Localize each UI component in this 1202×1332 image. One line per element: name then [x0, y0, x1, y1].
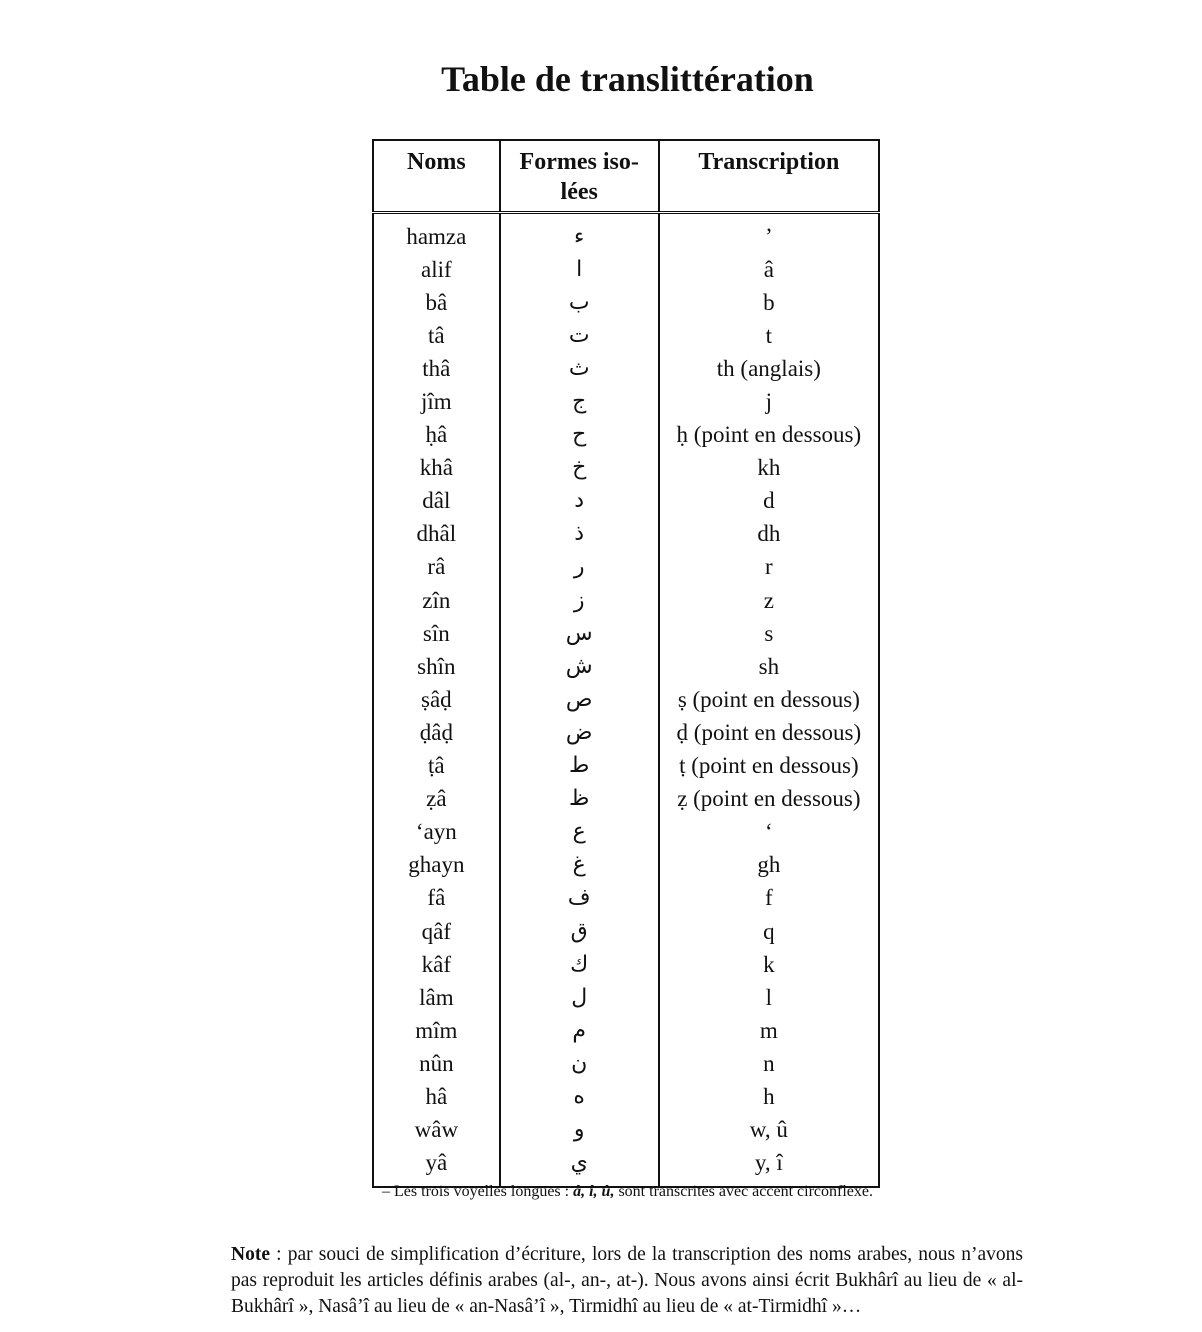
cell-forme-isolee: ط	[500, 750, 659, 783]
cell-transcription: l	[659, 981, 879, 1014]
table-row	[373, 650, 879, 683]
cell-transcription: kh	[659, 452, 879, 485]
cell-forme-isolee: ش	[500, 650, 659, 683]
table-row	[373, 948, 879, 981]
cell-transcription: r	[659, 551, 879, 584]
cell-nom: râ	[373, 551, 500, 584]
cell-nom: sîn	[373, 617, 500, 650]
table-row	[373, 783, 879, 816]
cell-nom: ghayn	[373, 849, 500, 882]
header-formes-line1: Formes iso-	[519, 149, 639, 175]
cell-forme-isolee: ث	[500, 352, 659, 385]
cell-nom: shîn	[373, 650, 500, 683]
footnote	[0, 1183, 1202, 1201]
cell-nom: ẓâ	[373, 783, 500, 816]
cell-nom: ḥâ	[373, 419, 500, 452]
cell-transcription: y, î	[659, 1147, 879, 1187]
table-header-row	[373, 140, 879, 213]
cell-transcription: â	[659, 253, 879, 286]
cell-nom: ‘ayn	[373, 816, 500, 849]
cell-forme-isolee: د	[500, 485, 659, 518]
table-row	[373, 915, 879, 948]
cell-forme-isolee: ل	[500, 981, 659, 1014]
cell-forme-isolee: ض	[500, 716, 659, 749]
cell-nom: dâl	[373, 485, 500, 518]
cell-transcription: z	[659, 584, 879, 617]
table-row	[373, 385, 879, 418]
cell-transcription: m	[659, 1014, 879, 1047]
cell-forme-isolee: ف	[500, 882, 659, 915]
table-row	[373, 617, 879, 650]
note-label: Note	[231, 1244, 270, 1265]
cell-forme-isolee: ك	[500, 948, 659, 981]
cell-transcription: s	[659, 617, 879, 650]
cell-transcription: gh	[659, 849, 879, 882]
cell-transcription: ṭ (point en dessous)	[659, 750, 879, 783]
cell-nom: mîm	[373, 1014, 500, 1047]
cell-forme-isolee: ح	[500, 419, 659, 452]
cell-transcription: t	[659, 319, 879, 352]
cell-nom: kâf	[373, 948, 500, 981]
table-row	[373, 683, 879, 716]
table-row	[373, 518, 879, 551]
note-paragraph	[231, 1242, 1023, 1320]
cell-forme-isolee: ج	[500, 385, 659, 418]
cell-nom: lâm	[373, 981, 500, 1014]
table-row	[373, 319, 879, 352]
cell-nom: ṣâḍ	[373, 683, 500, 716]
cell-transcription: h	[659, 1080, 879, 1113]
cell-nom: jîm	[373, 385, 500, 418]
cell-nom: dhâl	[373, 518, 500, 551]
header-transcription: Transcription	[659, 140, 879, 213]
cell-transcription: sh	[659, 650, 879, 683]
cell-nom: bâ	[373, 286, 500, 319]
header-noms: Noms	[373, 140, 500, 213]
cell-forme-isolee: ء	[500, 213, 659, 254]
footnote-vowels: â, î, û,	[573, 1183, 615, 1200]
cell-transcription: b	[659, 286, 879, 319]
cell-forme-isolee: ا	[500, 253, 659, 286]
header-formes-isolees	[500, 140, 659, 213]
cell-nom: qâf	[373, 915, 500, 948]
cell-transcription: f	[659, 882, 879, 915]
cell-transcription: ẓ (point en dessous)	[659, 783, 879, 816]
cell-transcription: ’	[659, 213, 879, 254]
table-row	[373, 1080, 879, 1113]
cell-transcription: w, û	[659, 1114, 879, 1147]
cell-nom: zîn	[373, 584, 500, 617]
cell-transcription: q	[659, 915, 879, 948]
note-text: : par souci de simplification d’écriture, lors de la transcription des noms arabes, nous n’avons pas reproduit les articles définis arabes (al-, an-, at-). Nous avons ainsi écrit Bukhârî au lieu de « al-Bukhârî », Nasâ’î au lieu de « an-Nasâ’î », Tirmidhî au lieu de « at-Tirmidhî »…	[231, 1244, 1023, 1317]
cell-forme-isolee: ب	[500, 286, 659, 319]
cell-nom: khâ	[373, 452, 500, 485]
page-title: Table de translittération	[441, 59, 814, 99]
cell-nom: thâ	[373, 352, 500, 385]
table-row	[373, 286, 879, 319]
table-body	[373, 213, 879, 1187]
cell-transcription: ṣ (point en dessous)	[659, 683, 879, 716]
cell-forme-isolee: ه	[500, 1080, 659, 1113]
cell-forme-isolee: غ	[500, 849, 659, 882]
cell-nom: yâ	[373, 1147, 500, 1187]
cell-forme-isolee: خ	[500, 452, 659, 485]
header-formes-line2: lées	[560, 179, 598, 205]
cell-transcription: ḍ (point en dessous)	[659, 716, 879, 749]
table-row	[373, 253, 879, 286]
table-row	[373, 1047, 879, 1080]
cell-forme-isolee: ر	[500, 551, 659, 584]
cell-nom: wâw	[373, 1114, 500, 1147]
cell-transcription: j	[659, 385, 879, 418]
table-row	[373, 419, 879, 452]
table-row	[373, 1114, 879, 1147]
footnote-prefix: – Les trois voyelles longues :	[382, 1183, 574, 1200]
cell-forme-isolee: ز	[500, 584, 659, 617]
cell-nom: ḍâḍ	[373, 716, 500, 749]
table-row	[373, 485, 879, 518]
table-row	[373, 816, 879, 849]
table-row	[373, 551, 879, 584]
table-row	[373, 1014, 879, 1047]
cell-transcription: k	[659, 948, 879, 981]
table-row	[373, 584, 879, 617]
cell-nom: nûn	[373, 1047, 500, 1080]
cell-nom: tâ	[373, 319, 500, 352]
cell-transcription: ‘	[659, 816, 879, 849]
table-row	[373, 1147, 879, 1187]
cell-forme-isolee: ي	[500, 1147, 659, 1187]
cell-nom: hâ	[373, 1080, 500, 1113]
cell-transcription: n	[659, 1047, 879, 1080]
cell-forme-isolee: ص	[500, 683, 659, 716]
cell-forme-isolee: م	[500, 1014, 659, 1047]
cell-nom: alif	[373, 253, 500, 286]
table-row	[373, 452, 879, 485]
cell-forme-isolee: ظ	[500, 783, 659, 816]
table-row	[373, 352, 879, 385]
cell-transcription: d	[659, 485, 879, 518]
cell-transcription: dh	[659, 518, 879, 551]
table-row	[373, 213, 879, 254]
table-row	[373, 750, 879, 783]
cell-nom: hamza	[373, 213, 500, 254]
table-row	[373, 849, 879, 882]
cell-forme-isolee: ع	[500, 816, 659, 849]
footnote-suffix: sont transcrites avec accent circonflexe.	[614, 1183, 873, 1200]
table-row	[373, 882, 879, 915]
table-row	[373, 716, 879, 749]
cell-forme-isolee: ت	[500, 319, 659, 352]
cell-transcription: ḥ (point en dessous)	[659, 419, 879, 452]
table-row	[373, 981, 879, 1014]
cell-forme-isolee: س	[500, 617, 659, 650]
transliteration-table	[372, 139, 880, 1188]
cell-forme-isolee: ن	[500, 1047, 659, 1080]
cell-nom: fâ	[373, 882, 500, 915]
cell-forme-isolee: ذ	[500, 518, 659, 551]
cell-forme-isolee: و	[500, 1114, 659, 1147]
cell-forme-isolee: ق	[500, 915, 659, 948]
cell-nom: ṭâ	[373, 750, 500, 783]
cell-transcription: th (anglais)	[659, 352, 879, 385]
